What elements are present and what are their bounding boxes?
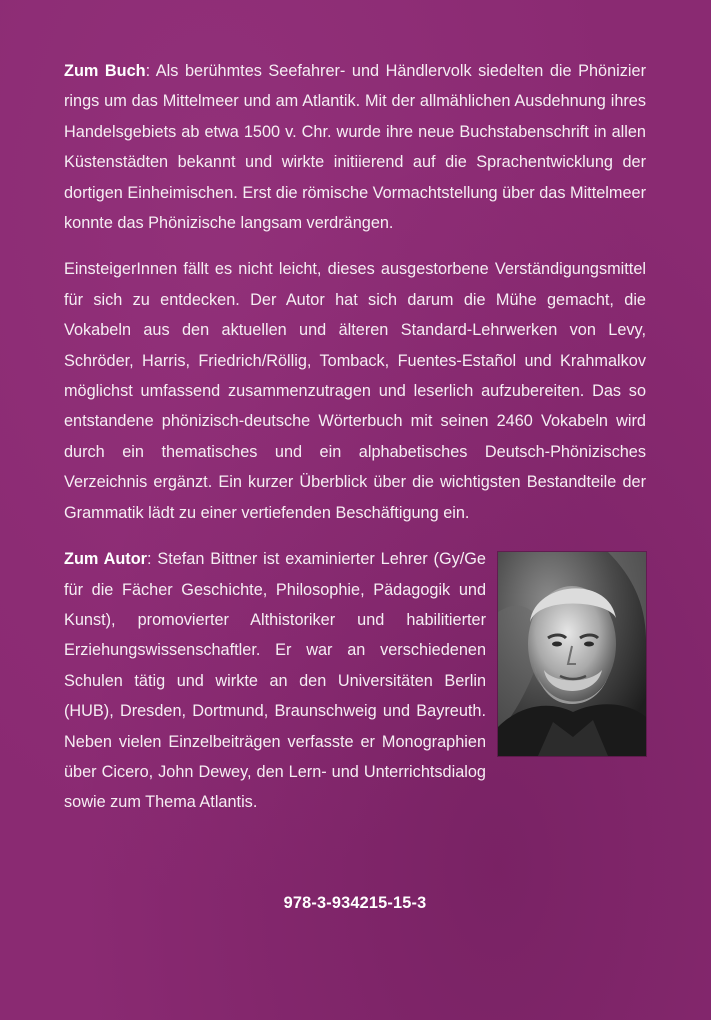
book-text: : Als berühmtes Seefahrer- und Händlervolk siedelten die Phönizier rings um das Mittelmeer und am Atlantik. Mit der allmählichen Ausdehnung ihres Handelsgebiets ab etwa 1500 v. Chr. wurde ihre neue Buchstabenschrift in allen Küstenstädten bekannt und wirkte initiierend auf die Sprachentwicklung der dortigen Einheimischen. Erst die römische Vormachtstellung über das Mittelmeer konnte das Phönizische langsam verdrängen.	[64, 62, 647, 233]
author-heading: Zum Autor	[64, 550, 147, 569]
author-photo	[498, 552, 646, 756]
isbn-number: 978-3-934215-15-3	[283, 894, 427, 912]
book-description	[64, 56, 646, 238]
author-text: : Stefan Bittner ist examinierter Lehrer (Gy/Ge für die Fächer Geschichte, Philosophie, Pädagogik und Kunst), promovierter Althistoriker und habilitierter Erziehungswissenschaftler. Er war an verschiedenen Schulen tätig und wirkte an den Universitäten Berlin (HUB), Dresden, Dortmund, Braunschweig und Bayreuth. Neben vielen Einzelbeiträgen verfasste er Monographien über Cicero, John Dewey, den Lern- und Unterrichtsdialog sowie zum Thema Atlantis.	[64, 550, 486, 812]
author-block	[64, 544, 646, 818]
dictionary-description: EinsteigerInnen fällt es nicht leicht, dieses ausgestorbene Verständigungsmittel für sich zu entdecken. Der Autor hat sich darum die Mühe gemacht, die Vokabeln aus den aktuellen und älteren Standard-Lehrwerken von Levy, Schröder, Harris, Friedrich/Röllig, Tomback, Fuentes-Estañol und Krahmalkov möglichst umfassend zusammenzutragen und leserlich aufzubereiten. Das so entstandene phönizisch-deutsche Wörterbuch mit seinen 2460 Vokabeln wird durch ein thematisches und ein alphabetisches Deutsch-Phönizisches Verzeichnis ergänzt. Ein kurzer Überblick über die wichtigsten Bestandteile der Grammatik lädt zu einer vertiefenden Beschäftigung ein.	[64, 260, 646, 522]
back-cover	[64, 56, 647, 912]
book-heading: Zum Buch	[64, 62, 146, 80]
